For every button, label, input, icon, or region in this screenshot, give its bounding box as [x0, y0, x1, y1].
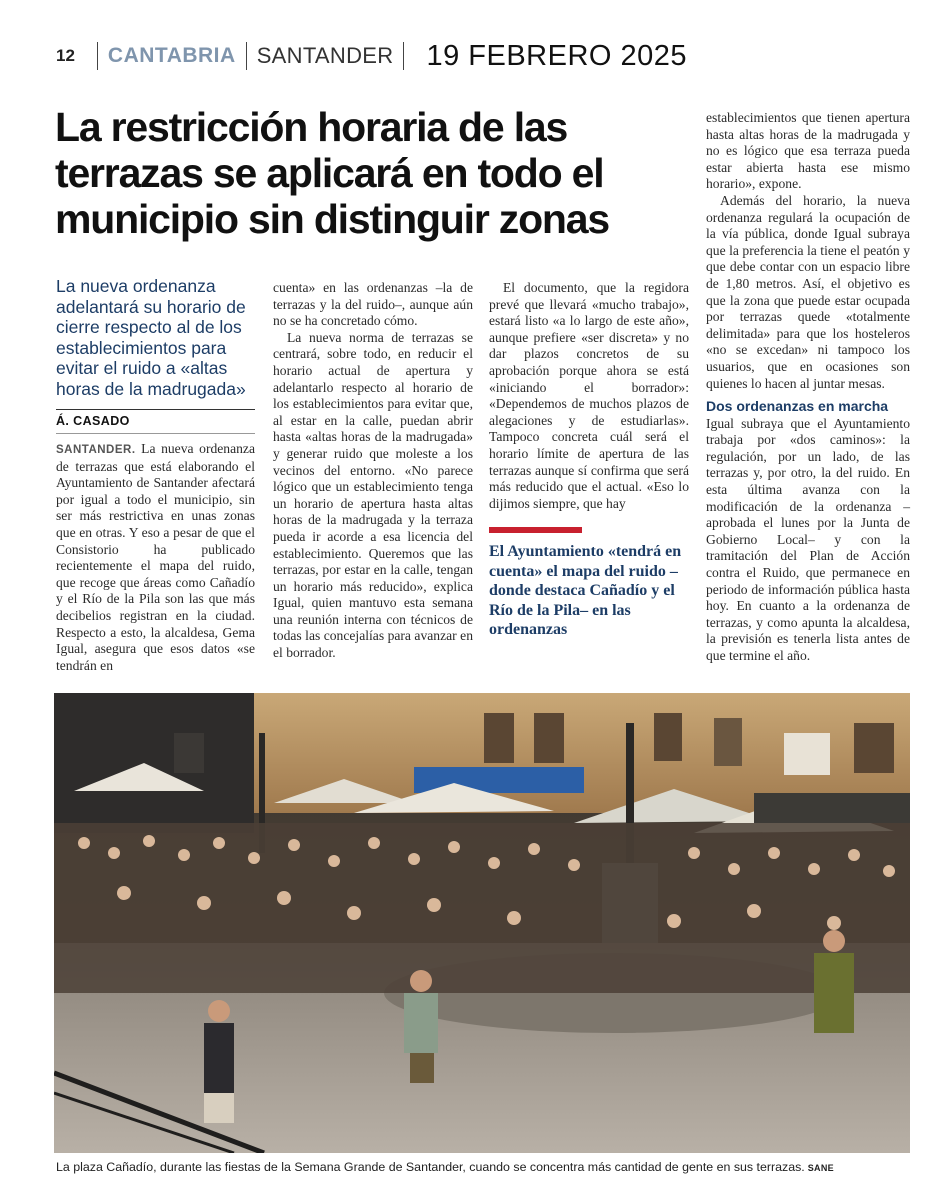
- page-header: [56, 38, 876, 74]
- section-city: SANTANDER: [256, 43, 394, 68]
- article-column-4: [706, 110, 910, 665]
- photo-caption: [56, 1160, 916, 1174]
- header-divider: [97, 42, 98, 70]
- body-paragraph: cuenta» en las ordenanzas –la de terrazas y la del ruido–, aunque aún no se ha concretado cómo.: [273, 280, 473, 329]
- article-lead: La nueva ordenanza adelantará su horario de cierre respecto al de los establecimientos para evitar el ruido a «altas horas de la madrugada»: [56, 276, 246, 399]
- header-divider: [246, 42, 247, 70]
- photo-credit: SANE: [807, 1163, 834, 1173]
- body-paragraph: Igual subraya que el Ayuntamiento trabaja por «dos caminos»: la regulación, por un lado, de las terrazas y, por otro, la del ruido. En esta última avanza con la modificación de la ordenanza –aprobada el lunes por la Junta de Gobierno Local– y con la tramitación del Plan de Acción contra el Ruido, que permanece en periodo de información pública hasta hoy. En cuanto a la ordenanza de terrazas, y como apunta la alcaldesa, la previsión es tenerla lista antes de que termine el año.: [706, 415, 910, 663]
- pull-quote: El Ayuntamiento «tendrá en cuenta» el mapa del ruido –donde destaca Cañadío y el Río de la Pila– en las ordenanzas: [489, 543, 682, 638]
- body-paragraph: Además del horario, la nueva ordenanza regulará la ocupación de la vía pública, donde Igual subraya que la preferencia la tiene el peatón y que debe contar con un espacio libre de 1,80 metros. Así, el objetivo es que la zona que puede estar ocupada por terrazas quede «totalmente delimitada» para que los hosteleros «no se excedan» ni tampoco los usuarios, que en ocasiones son quienes lo hacen al juntar mesas.: [706, 192, 910, 391]
- caption-text: La plaza Cañadío, durante las fiestas de la Semana Grande de Santander, cuando se concentra más cantidad de gente en sus terrazas.: [56, 1160, 805, 1174]
- body-paragraph: La nueva norma de terrazas se centrará, sobre todo, en reducir el horario actual de apertura y adelantarlo respecto al horario de los establecimientos para evitar que, al estar en la calle, puedan abrir hasta «altas horas de la madrugada» y generar ruido que moleste a los vecinos del entorno. «No parece lógico que un establecimiento tenga un horario de apertura hasta altas horas de la madrugada y la terraza pueda ir acorde a esa licencia del establecimiento. Queremos que las terrazas, por estar en la calle, tengan un horario más reducido», explica Igual, quien mantuvo esta semana una reunión interna con técnicos de todas las concejalías para avanzar en el borrador.: [273, 329, 473, 661]
- author-divider: [56, 433, 255, 434]
- plaza-night-crowd-photo: [54, 693, 910, 1153]
- section-region: CANTABRIA: [107, 44, 236, 67]
- article-headline: La restricción horaria de las terrazas se aplicará en todo el municipio sin distinguir zonas: [55, 104, 609, 242]
- plaza-photo: [54, 693, 910, 1153]
- header-divider: [403, 42, 404, 70]
- article-column-2: [273, 280, 473, 662]
- body-paragraph: El documento, que la regidora prevé que llevará «mucho trabajo», estará listo «a lo largo de este año», aunque prefiere «ser discreta» y no dar plazos concretos de su aprobación porque ahora se está «iniciando el borrador»: «Dependemos de muchos plazos de alegaciones y de estudiarlas». Tampoco concreta cuál será el horario límite de apertura de las terrazas aunque sí confirma que será más reducido que el actual. «Eso lo dijimos siempre, que hay: [489, 280, 689, 511]
- author-divider: [56, 409, 255, 410]
- body-paragraph: [56, 441, 255, 674]
- dateline: SANTANDER.: [56, 444, 136, 456]
- article-column-3: [489, 280, 689, 512]
- body-paragraph: establecimientos que tienen apertura hasta altas horas de la madrugada y no es lógico que esa terraza pueda estar abierta hasta ese mismo horario», expone.: [706, 110, 910, 192]
- page-number: 12: [56, 46, 75, 65]
- article-column-1: [56, 441, 255, 674]
- pull-quote-rule: [489, 527, 582, 533]
- section-subhead: Dos ordenanzas en marcha: [706, 398, 889, 415]
- body-text: La nueva ordenanza de terrazas que está elaborando el Ayuntamiento de Santander afectará por igual a todo el municipio, sin ser más restrictiva en unas zonas que en otras. Y eso a pesar de que el Consistorio ha publicado recientemente el mapa del ruido, que recoge que áreas como Cañadío y el Río de la Pila son las que más decibelios registran en la ciudad. Respecto a esto, la alcaldesa, Gema Igual, asegura que esos datos «se tendrán en: [56, 441, 255, 673]
- issue-date: 19 FEBRERO 2025: [426, 39, 688, 72]
- article-author: Á. CASADO: [56, 414, 130, 428]
